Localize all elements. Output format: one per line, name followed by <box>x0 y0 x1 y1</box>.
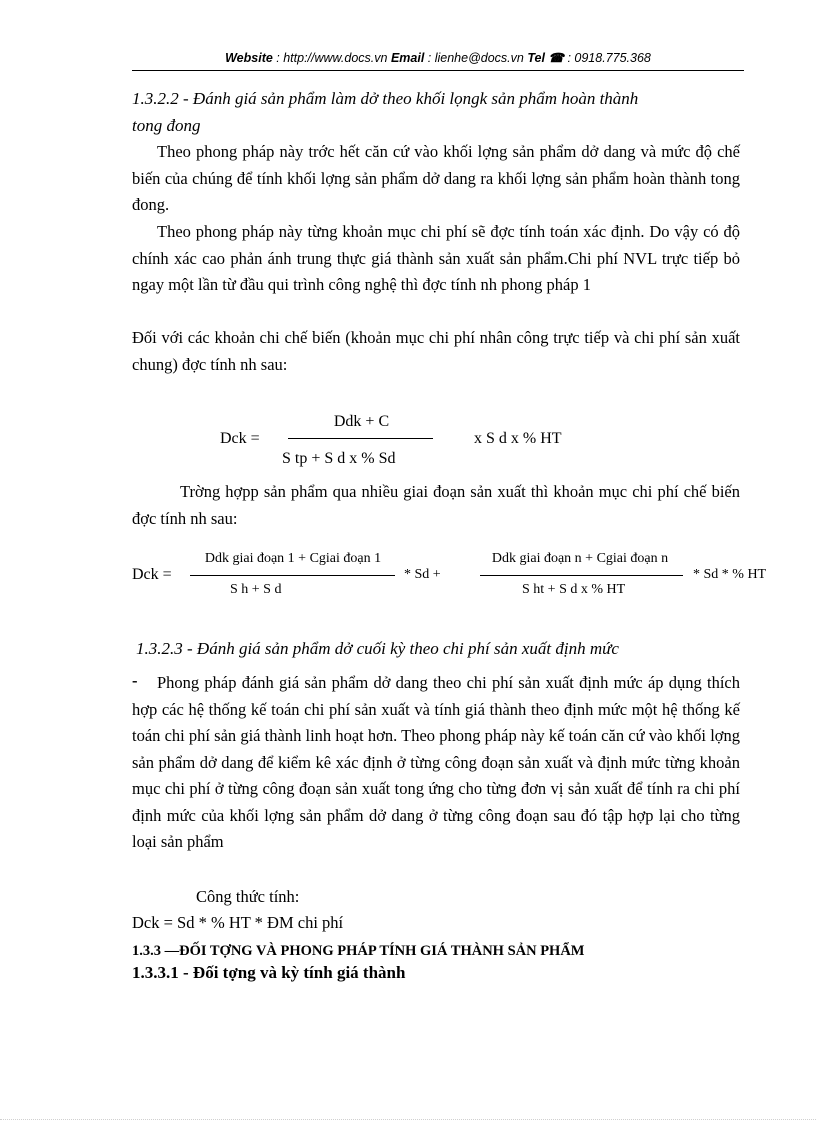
formula-1-numerator: Ddk + C <box>333 413 390 430</box>
email-sep: : <box>424 51 435 65</box>
email-address[interactable]: lienhe@docs.vn <box>434 51 524 65</box>
formula-2-fraction-bar-1 <box>190 575 395 576</box>
formula-2-numerator-1: Ddk giai đoạn 1 + Cgiai đoạn 1 <box>204 551 382 566</box>
page-bottom-edge <box>0 1119 816 1120</box>
paragraph-2: Theo phong pháp này từng khoản mục chi phí sẽ đợc tính toán xác định. Do vậy có độ chính xác cao phản ánh trung thực giá thành sản xuất sản phẩm.Chi phí NVL trực tiếp bỏ ngay một lần từ đầu qui trình công nghệ thì đợc tính nh phong pháp 1 <box>132 222 740 294</box>
website-label: Website <box>225 51 273 65</box>
website-url[interactable]: http://www.docs.vn <box>283 51 388 65</box>
formula-1-fraction-bar <box>288 438 433 439</box>
bullet-marker: - <box>132 671 138 690</box>
email-label: Email <box>390 51 425 65</box>
section-heading-1-3-2-3: 1.3.2.3 - Đánh giá sản phẩm dở cuối kỳ theo chi phí sản xuất định mức <box>136 639 619 658</box>
heading-line-1: 1.3.2.2 - Đánh giá sản phẩm làm dở theo khối lọngk sản phẩm hoàn thành <box>132 89 639 108</box>
formula-intro: Công thức tính: <box>196 887 300 906</box>
paragraph-1: Theo phong pháp này trớc hết căn cứ vào khối lợng sản phẩm dở dang và mức độ chế biến của chúng để tính khối lợng sản phẩm dở dang ra khối lợng sản phẩm hoàn thành tong đong. <box>132 142 740 214</box>
heading-line-2: tong đong <box>132 115 201 135</box>
formula-2-denominator-1: S h + S d <box>230 582 282 597</box>
paragraph-5: Phong pháp đánh giá sản phẩm dở dang theo chi phí sản xuất định mức áp dụng thích hợp các hệ thống kế toán chi phí sản xuất và tính giá thành theo định mức một hệ thống kế toán chi phí sản giá thành linh hoạt hơn. Theo phong pháp này kế toán căn cứ vào khối lợng sản phẩm dở dang để kiểm kê xác định ở từng công đoạn sản xuất và định mức từng khoản mục chi phí ở từng công đoạn sản xuất tong ứng cho từng đơn vị sản xuất để tính ra chi phí định mức của khối lợng sản phẩm dở dang ở từng công đoạn sau đó tập hợp lại cho từng loại sản phẩm <box>132 673 740 851</box>
paragraph-3: Đối với các khoản chi chế biến (khoản mục chi phí nhân công trực tiếp và chi phí sản xuất chung) đợc tính nh sau: <box>132 328 740 374</box>
formula-3: Dck = Sd * % HT * ĐM chi phí <box>132 913 344 932</box>
header-divider <box>132 70 744 71</box>
formula-2-rhs: * Sd * % HT <box>693 567 767 582</box>
section-subheading-1-3-3-1: 1.3.3.1 - Đối tợng và kỳ tính giá thành <box>132 963 406 982</box>
formula-1-lhs: Dck = <box>220 430 260 447</box>
formula-1-denominator: S tp + S d x % Sd <box>282 450 396 467</box>
formula-2-fraction-bar-2 <box>480 575 683 576</box>
tel-number: 0918.775.368 <box>574 51 651 65</box>
section-heading-1-3-2-2 <box>132 86 744 139</box>
tel-label: Tel ☎ <box>527 51 564 65</box>
formula-2-numerator-2: Ddk giai đoạn n + Cgiai đoạn n <box>491 551 669 566</box>
section-heading-1-3-3: 1.3.3 —ĐỐI TỢNG VÀ PHONG PHÁP TÍNH GIÁ THÀNH SẢN PHẨM <box>132 943 585 959</box>
formula-2-middle: * Sd + <box>404 567 441 582</box>
formula-2-denominator-2: S ht + S d x % HT <box>522 582 626 597</box>
tel-sep: : <box>563 51 575 65</box>
website-sep: : <box>272 51 284 65</box>
paragraph-4: Trờng hợpp sản phẩm qua nhiều giai đoạn sản xuất thì khoản mục chi phí chế biến đợc tính nh sau: <box>132 482 740 528</box>
page-header <box>132 50 744 65</box>
formula-2-lhs: Dck = <box>132 566 172 583</box>
formula-1-rhs: x S d x % HT <box>474 430 562 447</box>
